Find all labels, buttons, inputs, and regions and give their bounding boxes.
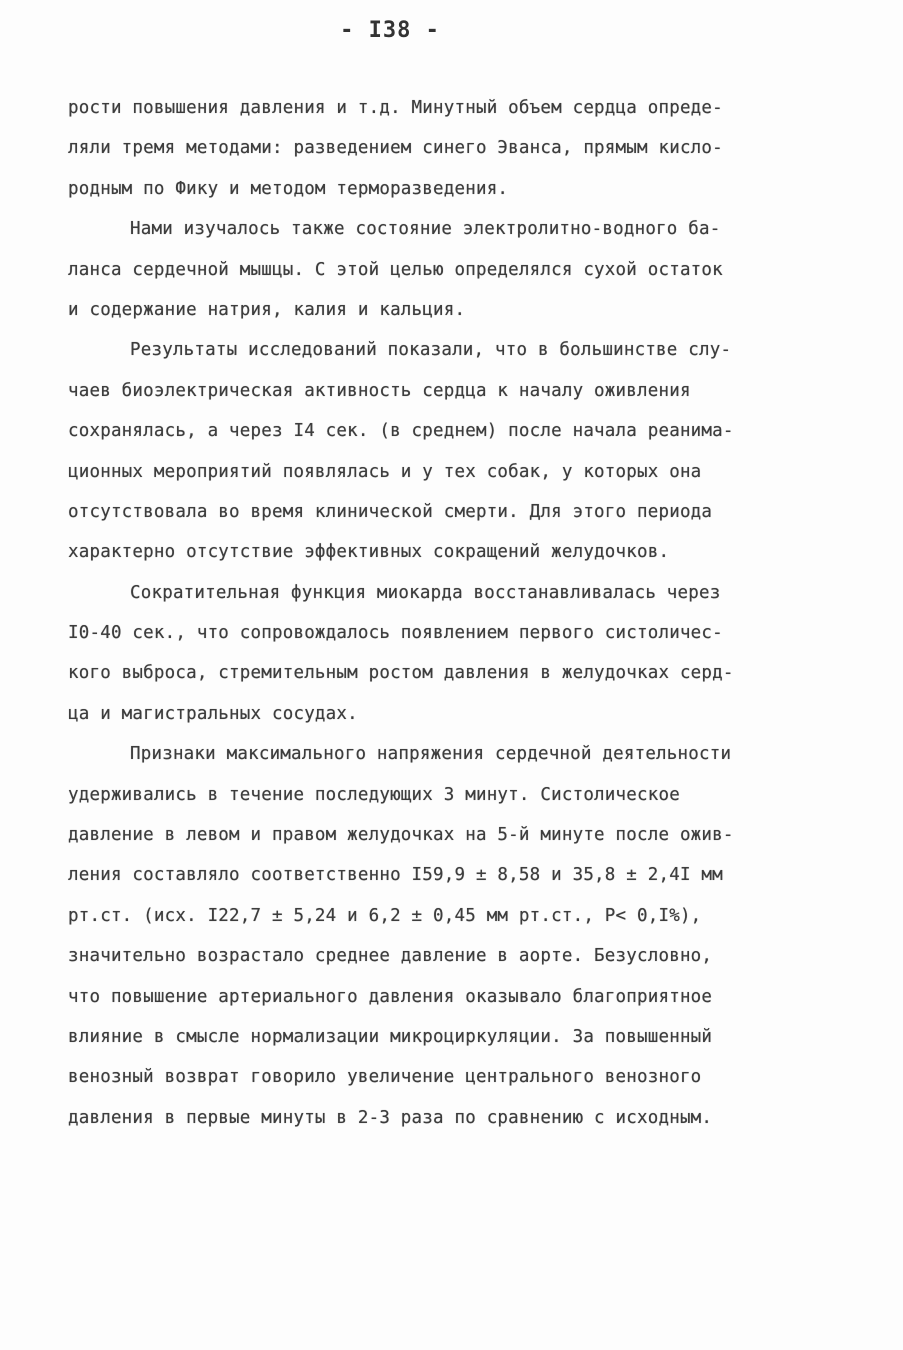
text-line: венозный возврат говорило увеличение центрального венозного bbox=[68, 1067, 702, 1088]
text-line: чаев биоэлектрическая активность сердца к началу оживления bbox=[68, 380, 691, 401]
page-number: - I38 - bbox=[340, 18, 440, 43]
text-line: сохранялась, а через I4 сек. (в среднем) после начала реанима- bbox=[68, 421, 734, 442]
text-line: рт.ст. (исх. I22,7 ± 5,24 и 6,2 ± 0,45 мм рт.ст., P< 0,I%), bbox=[68, 905, 702, 926]
text-line: удерживались в течение последующих 3 минут. Систолическое bbox=[68, 784, 680, 805]
text-line: и содержание натрия, калия и кальция. bbox=[68, 299, 466, 320]
text-line: что повышение артериального давления оказывало благоприятное bbox=[68, 986, 713, 1007]
text-line: давления в первые минуты в 2-3 раза по сравнению с исходным. bbox=[68, 1107, 713, 1128]
text-line: давление в левом и правом желудочках на 5-й минуте после ожив- bbox=[68, 825, 734, 846]
text-line: рости повышения давления и т.д. Минутный объем сердца опреде- bbox=[68, 98, 723, 118]
text-line: I0-40 сек., что сопровождалось появлением первого систоличес- bbox=[68, 623, 723, 644]
text-line: Признаки максимального напряжения сердечной деятельности bbox=[130, 744, 732, 765]
text-line: ланса сердечной мышцы. С этой целью определялся сухой остаток bbox=[68, 259, 723, 280]
body-text bbox=[68, 88, 838, 1138]
text-line: Сократительная функция миокарда восстанавливалась через bbox=[130, 582, 721, 603]
text-line: Результаты исследований показали, что в большинстве слу- bbox=[130, 340, 732, 361]
text-line: ления составляло соответственно I59,9 ± 8,58 и 35,8 ± 2,4I мм bbox=[68, 865, 723, 886]
text-line: кого выброса, стремительным ростом давления в желудочках серд- bbox=[68, 663, 734, 684]
text-line: ляли тремя методами: разведением синего Эванса, прямым кисло- bbox=[68, 138, 723, 159]
text-line: Нами изучалось также состояние электролитно-водного ба- bbox=[130, 219, 721, 240]
text-line: отсутствовала во время клинической смерти. Для этого периода bbox=[68, 501, 713, 522]
text-line: влияние в смысле нормализации микроциркуляции. За повышенный bbox=[68, 1026, 713, 1047]
text-line: характерно отсутствие эффективных сокращений желудочков. bbox=[68, 542, 670, 563]
text-line: ционных мероприятий появлялась и у тех собак, у которых она bbox=[68, 461, 702, 482]
text-line: значительно возрастало среднее давление в аорте. Безусловно, bbox=[68, 946, 713, 967]
text-line: родным по Фику и методом терморазведения. bbox=[68, 178, 509, 199]
text-line: ца и магистральных сосудах. bbox=[68, 703, 358, 724]
